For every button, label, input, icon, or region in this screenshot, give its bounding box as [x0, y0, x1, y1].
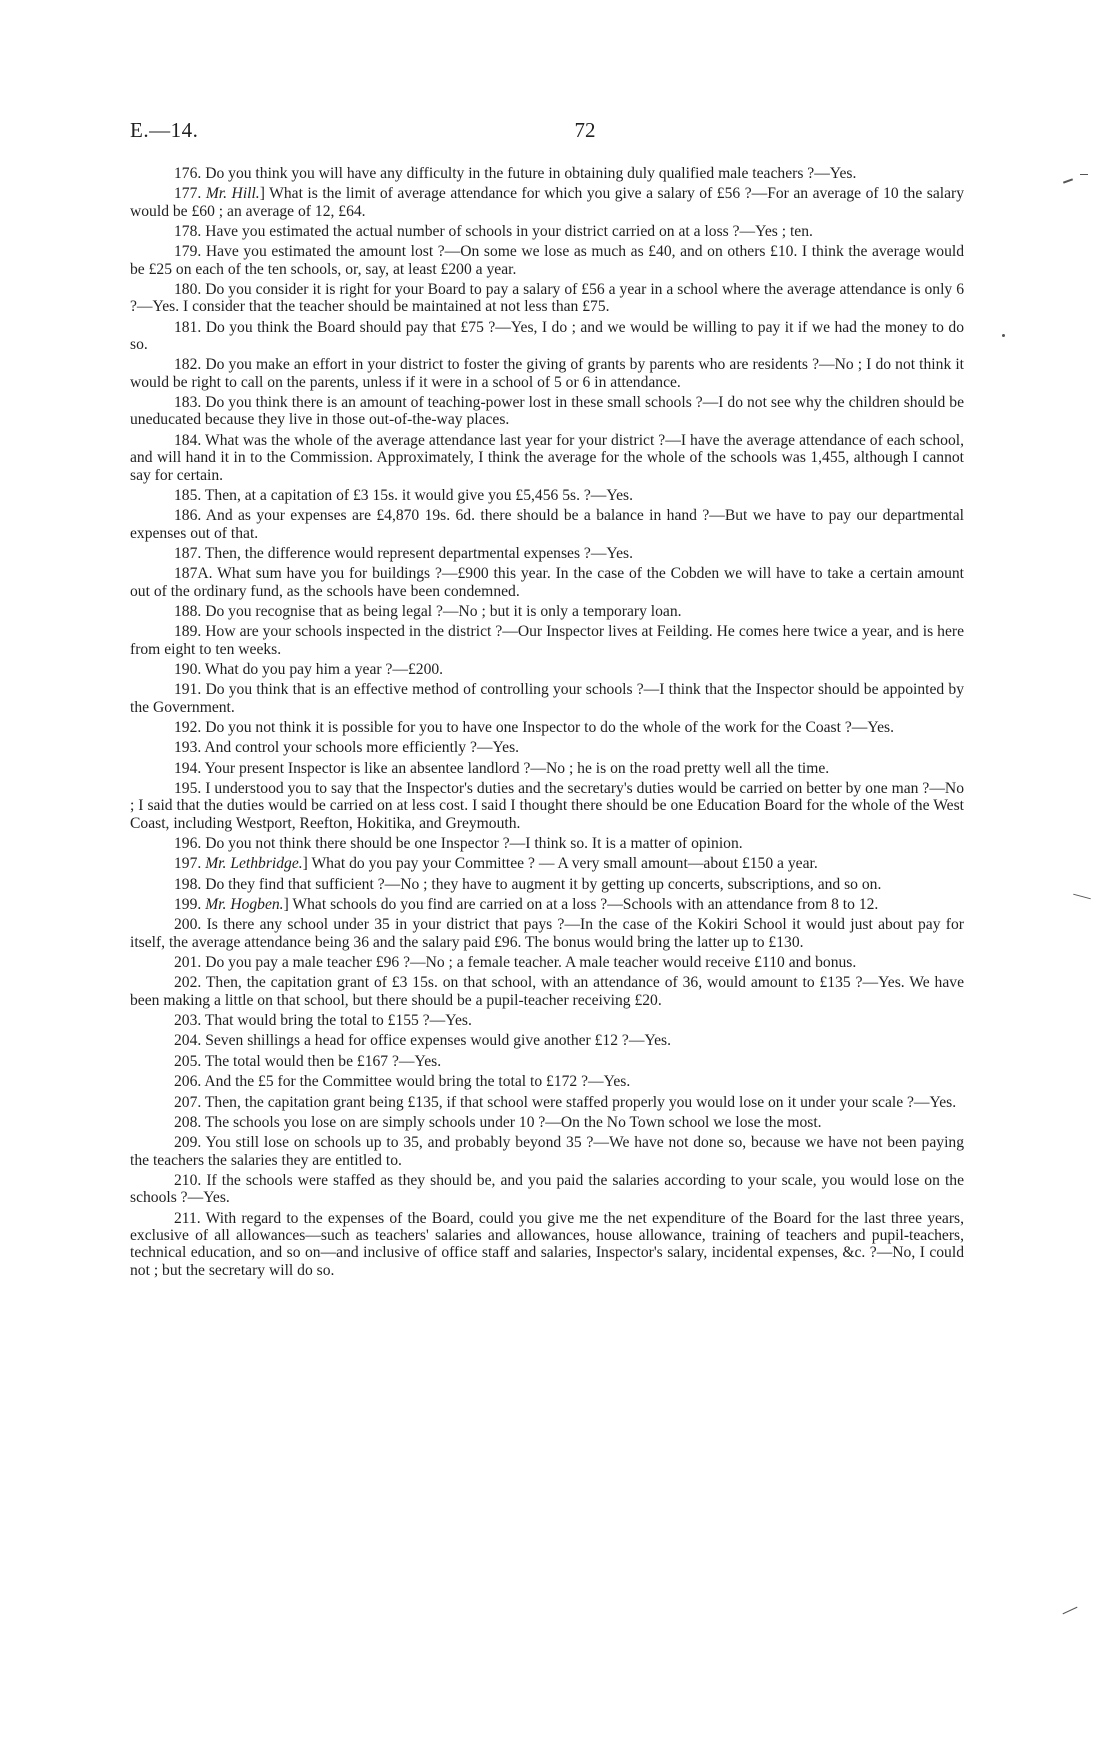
margin-mark [1063, 178, 1073, 183]
qa-paragraph: 193. And control your schools more efficiently ?—Yes. [174, 739, 520, 757]
paragraph-number: 197. [174, 855, 206, 873]
speaker-name: Mr. Hill. [205, 185, 260, 203]
speaker-name: Mr. Hogben. [205, 896, 284, 914]
qa-paragraph: 185. Then, at a capitation of £3 15s. it would give you £5,456 5s. ?—Yes. [174, 486, 633, 504]
margin-mark [1073, 894, 1091, 900]
qa-paragraph: 190. What do you pay him a year ?—£200. [174, 660, 444, 678]
qa-paragraph: 179. Have you estimated the amount lost ?—On some we lose as much as £40, and on others £10. I think the average would be £25 on each of the ten schools, or, say, at least £200 a year. [130, 243, 964, 278]
qa-paragraph: 203. That would bring the total to £155 ?—Yes. [174, 1012, 472, 1030]
qa-paragraph: 195. I understood you to say that the Inspector's duties and the secretary's duties would be carried on better by one man ?—No ; I said that the duties would be carried on at less cost. I said I thought there should be one Education Board for the whole of the West Coast, including Westport, Reefton, Hokitika, and Greymouth. [130, 780, 964, 832]
qa-paragraph: 200. Is there any school under 35 in your district that pays ?—In the case of the Kokiri School it would just about pay for itself, the average attendance being 36 and the salary paid £96. The bonus would bring the latter up to £130. [130, 916, 964, 951]
qa-paragraph: 184. What was the whole of the average attendance last year for your district ?—I have the average attendance of each school, and will hand it in to the Commission. Approximately, I think the average for the whole of the schools was 1,455, although I cannot say for certain. [130, 431, 964, 484]
document-body [130, 165, 964, 1282]
qa-paragraph: 210. If the schools were staffed as they should be, and you paid the salaries according to your scale, you would lose on the schools ?—Yes. [130, 1171, 964, 1207]
qa-paragraph: 189. How are your schools inspected in the district ?—Our Inspector lives at Feilding. He comes here twice a year, and is here from eight to ten weeks. [130, 623, 964, 658]
paragraph-text: ] What is the limit of average attendance for which you give a salary of £56 ?—For an average of 10 the salary would be £60 ; an average of 12, £64. [130, 185, 965, 220]
qa-paragraph: 188. Do you recognise that as being legal ?—No ; but it is only a temporary loan. [174, 602, 682, 620]
qa-paragraph: 211. With regard to the expenses of the Board, could you give me the net expenditure of the Board for the last three years, exclusive of all allowances—such as teachers' salaries and allowances, house allowance, training of teachers and pupil-teachers, technical education, and so on—and inclusive of office staff and salaries, Inspector's salary, incidental expenses, &c. ?—No, I could not ; but the secretary will do so. [130, 1209, 964, 1279]
page-number: 72 [574, 118, 596, 142]
qa-paragraph: 205. The total would then be £167 ?—Yes. [174, 1052, 442, 1070]
qa-paragraph: 206. And the £5 for the Committee would bring the total to £172 ?—Yes. [174, 1073, 631, 1091]
qa-paragraph: 187. Then, the difference would represent departmental expenses ?—Yes. [174, 544, 634, 562]
qa-paragraph: 176. Do you think you will have any difficulty in the future in obtaining duly qualified male teachers ?—Yes. [174, 165, 857, 182]
qa-paragraph: 196. Do you not think there should be one Inspector ?—I think so. It is a matter of opinion. [174, 835, 743, 853]
margin-mark [1002, 334, 1005, 337]
paragraph-text: ] What do you pay your Committee ? — A very small amount—about £150 a year. [302, 855, 818, 873]
margin-mark [1080, 174, 1088, 175]
paragraph-number: 177. [174, 185, 206, 203]
margin-mark [1063, 1607, 1078, 1615]
qa-paragraph: 194. Your present Inspector is like an absentee landlord ?—No ; he is on the road pretty well all the time. [174, 759, 830, 777]
paragraph-number: 199. [174, 896, 206, 914]
qa-paragraph: 178. Have you estimated the actual number of schools in your district carried on at a loss ?—Yes ; ten. [174, 223, 813, 241]
qa-paragraph: 201. Do you pay a male teacher £96 ?—No ; a female teacher. A male teacher would receive £110 and bonus. [174, 954, 857, 972]
qa-paragraph: 204. Seven shillings a head for office expenses would give another £12 ?—Yes. [174, 1032, 672, 1050]
qa-paragraph: 186. And as your expenses are £4,870 19s. 6d. there should be a balance in hand ?—But we have to pay our departmental expenses out of that. [130, 507, 964, 542]
qa-paragraph: 192. Do you not think it is possible for you to have one Inspector to do the whole of the work for the Coast ?—Yes. [174, 718, 894, 736]
speaker-name: Mr. Lethbridge. [205, 855, 303, 873]
document-reference: E.—14. [130, 118, 199, 142]
qa-paragraph: 180. Do you consider it is right for your Board to pay a salary of £56 a year in a school where the average attendance is only 6 ?—Yes. I consider that the teacher should be maintained at not less than £75. [130, 281, 964, 316]
qa-paragraph: 208. The schools you lose on are simply schools under 10 ?—On the No Town school we lose the most. [174, 1113, 822, 1131]
qa-paragraph: 198. Do they find that sufficient ?—No ; they have to augment it by getting up concerts, subscriptions, and so on. [174, 875, 882, 893]
qa-paragraph: 209. You still lose on schools up to 35, and probably beyond 35 ?—We have not done so, because we have not been paying the teachers the salaries they are entitled to. [130, 1134, 964, 1169]
qa-paragraph: 191. Do you think that is an effective method of controlling your schools ?—I think that the Inspector should be appointed by the Government. [130, 681, 964, 716]
qa-paragraph: 182. Do you make an effort in your district to foster the giving of grants by parents who are residents ?—No ; I do not think it would be right to call on the parents, unless if it were in a school of 5 or 6 in attendance. [130, 356, 964, 391]
qa-paragraph [130, 185, 964, 220]
qa-paragraph [130, 896, 964, 913]
page-header [130, 118, 1040, 148]
qa-paragraph: 183. Do you think there is an amount of teaching-power lost in these small schools ?—I do not see why the children should be uneducated because they live in those out-of-the-way places. [130, 394, 964, 429]
paragraph-text: ] What schools do you find are carried on at a loss ?—Schools with an attendance from 8 to 12. [283, 896, 879, 914]
qa-paragraph: 187A. What sum have you for buildings ?—£900 this year. In the case of the Cobden we will have to take a certain amount out of the ordinary fund, as the schools have been condemned. [130, 565, 964, 600]
qa-paragraph: 202. Then, the capitation grant of £3 15s. on that school, with an attendance of 36, would amount to £135 ?—Yes. We have been making a little on that school, but there should be a pupil-teacher receiving £20. [130, 974, 964, 1009]
qa-paragraph: 181. Do you think the Board should pay that £75 ?—Yes, I do ; and we would be willing to pay it if we had the money to do so. [130, 318, 964, 354]
qa-paragraph: 207. Then, the capitation grant being £135, if that school were staffed properly you would lose on it under your scale ?—Yes. [174, 1093, 957, 1111]
qa-paragraph [130, 855, 964, 872]
